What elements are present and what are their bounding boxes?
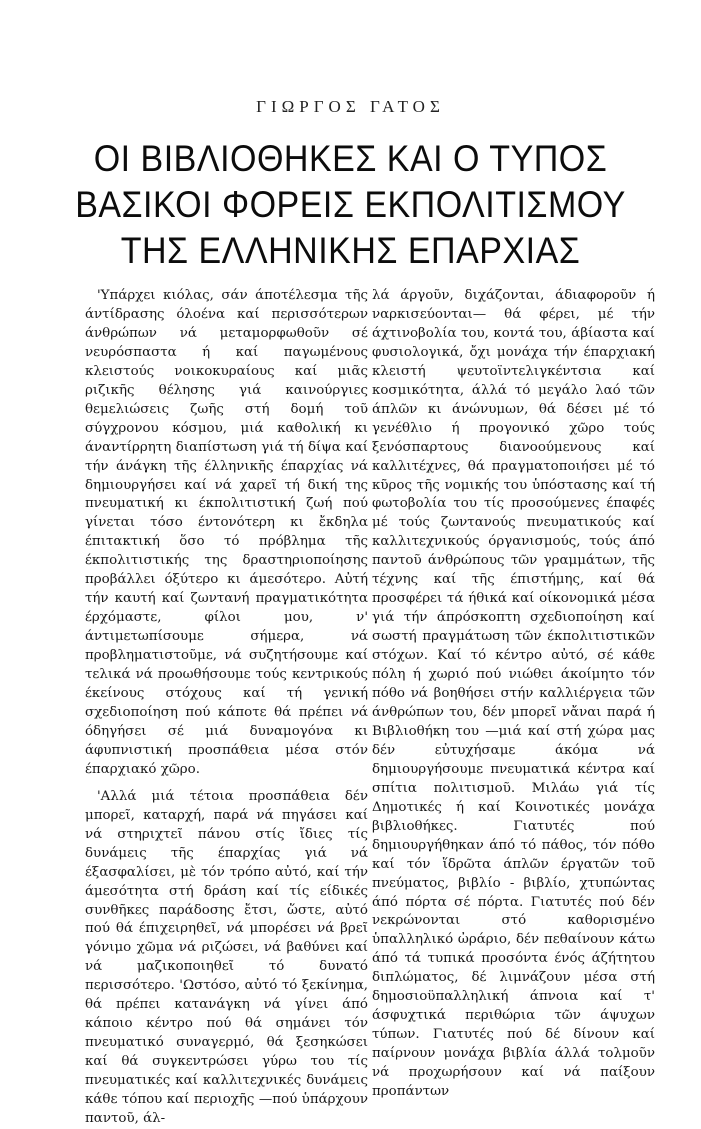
right-column [372,287,655,1102]
author-name: ΓΙΩΡΓΟΣ ΓΑΤΟΣ [256,97,445,116]
title-line-2: ΒΑΣΙΚΟΙ ΦΟΡΕΙΣ ΕΚΠΟΛΙΤΙΣΜΟΥ [75,184,626,226]
paragraph: 'Υπάρχει κιόλας, σάν άποτέλεσμα τῆς άντίδρασης όλοένα καί περισσότερων άνθρώπων νά μεταμορφωθοῦν σέ νευρόσπαστα ή καί παγωμένους κλειστούς νοικοκυραίους καί μιᾶς ριζικῆς θέλησης γιά καινούργιες θεμελιώσεις ζωῆς στή δομή τοῦ σύγχρονου κόσμου, μιά καθολική κι άναντίρρητη διαπίστωση γιά τή δίψα καί τήν άνάγκη τῆς έλληνικῆς έπαρχίας νά δημιουργήσει καί νά χαρεῖ τή δική της πνευματική κι έκπολιτιστική ζωή πού γίνεται τόσο έντονότερη κι ἔκδηλα έπιτακτική ὅσο τό πρόβλημα τῆς έκπολιτιστικής της δραστηριοποίησης προβάλλει όξύτερο κι άμεσότερο. Αὐτή τήν καυτή καί ζωντανή πραγματικότητα έρχόμαστε, φίλοι μου, ν' άντιμετωπίσουμε σήμερα, νά προβληματιστοῦμε, νά συζητήσουμε καί τελικά νά προωθήσουμε τούς κεντρικούς έκείνους στόχους καί τή γενική σχεδιοποίηση πού κάποτε θά πρέπει νά όδηγήσει σέ μιά δυναμογόνα κι άφυπνιστική προσπάθεια μέσα στόν έπαρχιακό χῶρο. [85,288,368,777]
title-line-3: ΤΗΣ ΕΛΛΗΝΙΚΗΣ ΕΠΑΡΧΙΑΣ [120,230,581,272]
title-line-1: ΟΙ ΒΙΒΛΙΟΘΗΚΕΣ ΚΑΙ Ο ΤΥΠΟΣ [93,138,608,180]
paragraph: λά άργοῦν, διχάζονται, άδιαφοροῦν ή ναρκισεύονται— θά φέρει, μέ τήν άχτινοβολία του, κοντά του, άβίαστα καί φυσιολογικά, ὄχι μονάχα τήν έπαρχιακή κλειστή ψευτοϊντελιγκέντσια καί κοσμικότητα, άλλά τό μεγάλο λαό τῶν άπλῶν κι άνώνυμων, θά δέσει μέ τό γενέθλιο ή προγονικό χῶρο τούς ξενόσπαρτους διανοούμενους καί καλλιτέχνες, θά πραγματοποιήσει μέ τό κῦρος τῆς νομικής του ὑπόστασης καί τή φωτοβολία του τίς προσούμενες έπαφές μέ τούς ζωντανούς πνευματικούς καί καλλιτεχνικούς όργανισμούς, τούς άπό παντοῦ άνθρώπους τῶν γραμμάτων, τῆς τέχνης καί τῆς έπιστήμης, καί θά προσφέρει τά ήθικά καί οίκονομικά μέσα γιά τήν άπρόσκοπτη σχεδιοποίηση καί σωστή πραγμάτωση τῶν έκπολιτιστικῶν στόχων. Καί τό κέντρο αὐτό, σέ κάθε πόλη ή χωριό πού νιώθει άκοίμητο τόν πόθο νά βοηθήσει στήν καλλιέργεια τῶν άνθρώπων του, δέν μπορεῖ νἄναι παρά ή Βιβλιοθήκη του —μιά καί στή χώρα μας δέν εὐτυχήσαμε άκόμα νά δημιουργήσουμε πνευματικά κέντρα καί σπίτια πολιτισμοῦ. Μιλάω γιά τίς Δημοτικές ή καί Κοινοτικές μονάχα βιβλιοθήκες. Γιατυτές πού δημιουργήθηκαν άπό τό πάθος, τόν πόθο καί τόν ἵδρῶτα άπλῶν έργατῶν τοῦ πνεύματος, βιβλίο - βιβλίο, χτυπώντας άπό πόρτα σέ πόρτα. Γιατυτές πού δέν νεκρώνονται στό καθορισμένο ὑπαλληλικό ὠράριο, δέν πεθαίνουν κάτω άπό τά τυπικά προσόντα ένός άζήτητου διπλώματος, δέ λιμνάζουν μέσα στή δημοσιοϋπαλληλική άπνοια καί τ' άσφυχτικά περιθώρια τῶν άψυχων τύπων. Γιατυτές πού δέ δίνουν καί παίρνουν μονάχα βιβλία άλλά τολμοῦν νά προχωρήσουν καί νά παίξουν προπάντων [372,288,655,1100]
paragraph: 'Αλλά μιά τέτοια προσπάθεια δέν μπορεῖ, καταρχή, παρά νά πηγάσει καί νά στηριχτεῖ πάνου στίς ἴδιες τίς δυνάμεις τῆς έπαρχίας γιά νά έξασφαλίσει, μὲ τόν τρόπο αὐτό, καί τήν άμεσότητα στή δράση καί τίς είδικές συνθῆκες παράδοσης ἔτσι, ὥστε, αὐτό πού θά έπιχειρηθεῖ, νά μπορέσει νά βρεῖ γόνιμο χῶμα νά ριζώσει, νά βαθύνει καί νά μαζικοποιηθεῖ τό δυνατό περισσότερο. 'Ωστόσο, αὐτό τό ξεκίνημα, θά πρέπει κατανάγκη νά γίνει άπό κάποιο κέντρο πού θά σημάνει τόν πνευματικό συναγερμό, θά ξεσηκώσει καί θά συγκεντρώσει γύρω του τίς πνευματικές καί καλλιτεχνικές δυνάμεις κάθε τόπου καί περιοχῆς —πού ὑπάρχουν παντοῦ, άλ- [85,788,368,1126]
left-column [85,287,368,1129]
